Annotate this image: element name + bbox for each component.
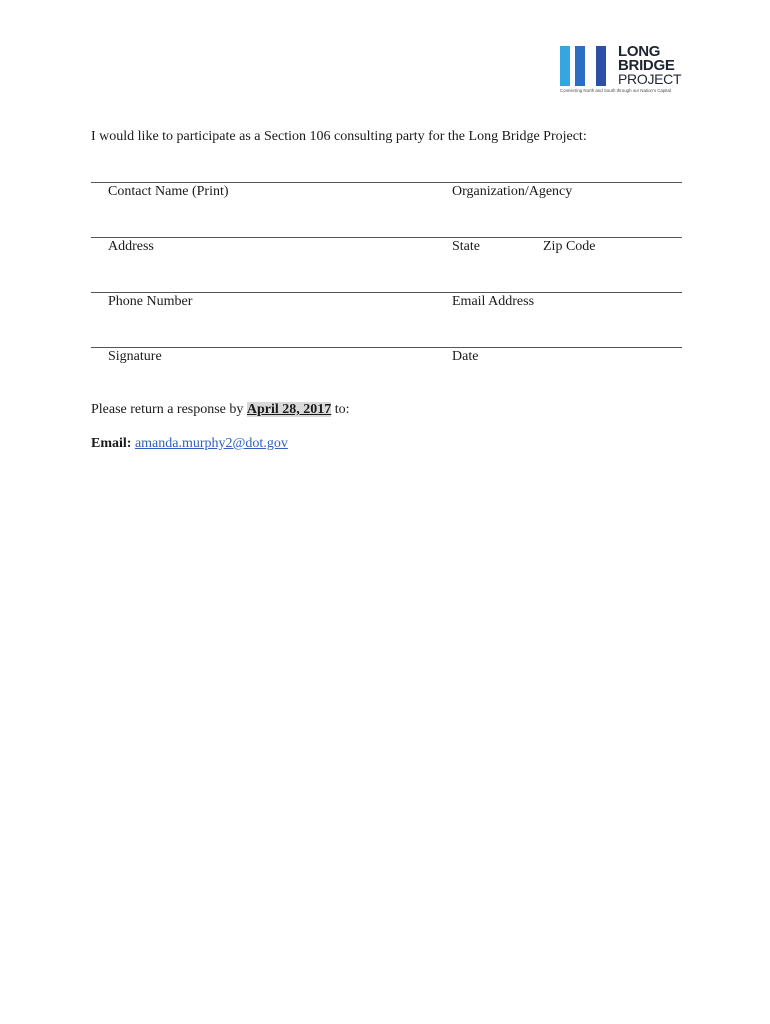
- return-prefix: Please return a response by: [91, 402, 244, 417]
- email-label: Email:: [91, 436, 132, 451]
- return-instructions: [91, 402, 350, 418]
- state-field[interactable]: State: [452, 239, 480, 254]
- long-bridge-project-logo: [560, 44, 685, 96]
- zip-code-field[interactable]: Zip Code: [543, 239, 596, 254]
- signature-field[interactable]: Signature: [108, 349, 162, 364]
- email-link[interactable]: amanda.murphy2@dot.gov: [134, 436, 288, 451]
- address-field[interactable]: Address: [108, 239, 154, 254]
- logo-tagline: Connecting North and South through our Nation's Capital: [560, 88, 671, 93]
- phone-number-field[interactable]: Phone Number: [108, 294, 193, 309]
- logo-bar-light: [560, 46, 570, 86]
- form-rule-3: [91, 292, 682, 293]
- contact-name-field[interactable]: Contact Name (Print): [108, 184, 229, 199]
- logo-word-bridge: BRIDGE: [618, 57, 675, 74]
- form-rule-1: [91, 182, 682, 183]
- intro-statement: I would like to participate as a Section 106 consulting party for the Long Bridge Project:: [91, 129, 587, 144]
- email-line: [91, 436, 288, 452]
- organization-field[interactable]: Organization/Agency: [452, 184, 573, 199]
- logo-word-long: LONG: [618, 43, 661, 60]
- form-rule-4: [91, 347, 682, 348]
- form-rule-2: [91, 237, 682, 238]
- logo-word-project: PROJECT: [618, 71, 682, 87]
- logo-bar-mid: [575, 46, 585, 86]
- date-field[interactable]: Date: [452, 349, 479, 364]
- deadline-date: April 28, 2017: [246, 402, 332, 417]
- email-address-field[interactable]: Email Address: [452, 294, 535, 309]
- logo-bar-dark: [596, 46, 606, 86]
- return-suffix: to:: [334, 402, 350, 417]
